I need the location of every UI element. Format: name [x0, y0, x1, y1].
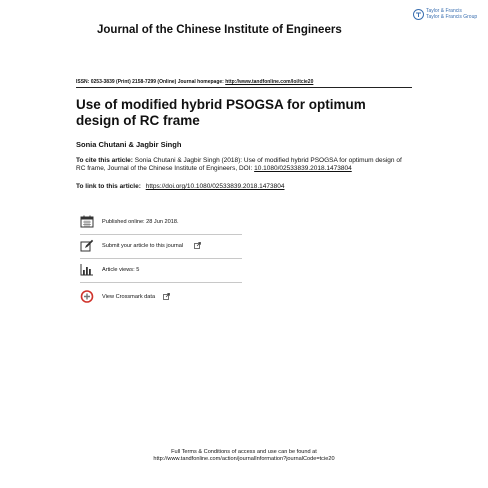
crossmark-label[interactable]: View Crossmark data: [102, 293, 156, 300]
footer-terms-text: Full Terms & Conditions of access and use can be found at: [171, 449, 317, 455]
article-views-row: [80, 263, 139, 276]
citation-doi-link[interactable]: 10.1080/02533839.2018.1473804: [254, 165, 352, 172]
article-link-label: To link to this article:: [76, 183, 143, 190]
citation-block: [76, 157, 406, 173]
submit-article-label[interactable]: Submit your article to this journal: [102, 242, 184, 249]
article-title: Use of modified hybrid PSOGSA for optimum design of RC frame: [76, 97, 366, 128]
external-link-icon: [194, 242, 201, 249]
taylor-francis-logo-icon: [413, 9, 424, 20]
published-online-row: [80, 215, 179, 228]
divider: [80, 282, 242, 283]
article-authors: Sonia Chutani & Jagbir Singh: [76, 140, 182, 149]
journal-homepage-link[interactable]: http://www.tandfonline.com/loi/tcie20: [225, 79, 314, 85]
crossmark-row[interactable]: [80, 290, 170, 303]
journal-title: Journal of the Chinese Institute of Engineers: [97, 24, 342, 36]
article-views-label: Article views: 5: [102, 266, 140, 273]
citation-label: To cite this article:: [76, 157, 135, 164]
publisher-logo[interactable]: [413, 8, 477, 20]
crossmark-icon: [80, 290, 94, 303]
article-link-block: [76, 183, 285, 190]
calendar-icon: [80, 215, 94, 228]
bar-chart-icon: [80, 263, 94, 276]
issn-text: ISSN: 0253-3839 (Print) 2158-7299 (Online) Journal homepage:: [76, 79, 226, 85]
publisher-group: Taylor & Francis Group: [426, 14, 478, 20]
submit-article-row[interactable]: [80, 239, 201, 252]
external-link-icon: [163, 293, 170, 300]
edit-icon: [80, 239, 94, 252]
footer-terms-link[interactable]: http://www.tandfonline.com/action/journalInformation?journalCode=tcie20: [153, 456, 335, 462]
article-doi-link[interactable]: https://doi.org/10.1080/02533839.2018.1473804: [145, 183, 285, 190]
citation-text: Sonia Chutani & Jagbir Singh (2018): Use of modified hybrid PSOGSA for optimum design of RC frame, Journal of the Chinese Institute of Engineers, DOI:: [76, 157, 402, 172]
divider: [80, 234, 242, 235]
issn-line: [76, 79, 313, 85]
divider: [80, 258, 242, 259]
footer: [0, 449, 488, 463]
published-online-label: Published online: 28 Jun 2018.: [102, 218, 179, 225]
publisher-name: Taylor & Francis: [426, 8, 462, 14]
header-rule: [76, 87, 412, 88]
